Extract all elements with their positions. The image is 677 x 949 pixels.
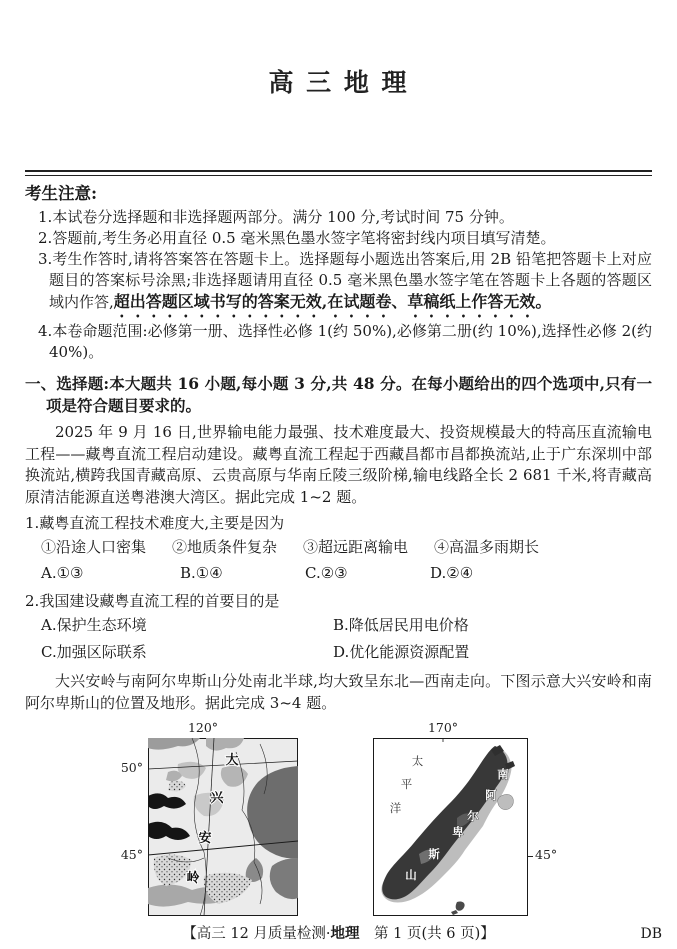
page-footer [25, 924, 662, 944]
ocean-char-ping: 平 [400, 777, 414, 791]
item-number: 3. [38, 250, 53, 268]
subitem-2: ②地质条件复杂 [172, 538, 278, 556]
option-d [430, 560, 555, 586]
footer-code: DB [640, 926, 662, 942]
option-label: B. [333, 616, 349, 634]
option-a [41, 560, 180, 586]
option-text: ②③ [320, 564, 348, 582]
question-number: 1. [25, 514, 40, 532]
section-heading: 一、选择题:本大题共 16 小题,每小题 3 分,共 48 分。在每小题给出的四个选项中,只有一项是符合题目要求的。 [25, 374, 652, 415]
right-map-lat45-label: 45° [535, 847, 558, 862]
notice-list [25, 207, 652, 363]
figure-area [25, 718, 652, 918]
range-char-xing: 兴 [210, 791, 224, 806]
notice-item-4 [25, 321, 652, 363]
option-b [333, 612, 652, 639]
item-number: 4. [38, 322, 53, 340]
southern-alps-topo-map [373, 738, 528, 916]
option-text: ①④ [195, 564, 223, 582]
ocean-char-yang: 洋 [389, 801, 403, 815]
question-2 [25, 590, 652, 665]
option-label: C. [305, 564, 321, 582]
option-text: 保护生态环境 [56, 616, 147, 634]
item-number: 2. [38, 229, 53, 247]
option-c [41, 639, 333, 666]
range-char-er: 尔 [467, 809, 479, 823]
question-1-stem [25, 512, 652, 534]
header-divider [25, 170, 652, 176]
subitem-3: ③超远距离输电 [303, 538, 409, 556]
notice-item-2 [25, 228, 652, 249]
item-number: 1. [38, 208, 53, 226]
ocean-char-tai: 太 [411, 754, 425, 768]
passage-2: 大兴安岭与南阿尔卑斯山分处南北半球,均大致呈东北—西南走向。下图示意大兴安岭和南阿尔卑斯山的位置及地形。据此完成 3~4 题。 [25, 672, 652, 712]
range-char-bei: 卑 [452, 825, 464, 839]
option-label: D. [333, 642, 350, 661]
option-label: A. [41, 616, 57, 634]
option-c [305, 560, 430, 586]
option-text: 优化能源资源配置 [349, 642, 470, 661]
notice-heading: 考生注意: [25, 184, 98, 203]
range-char-shan: 山 [405, 868, 417, 882]
page-title: 高 三 地 理 [268, 68, 409, 97]
option-text: ②④ [446, 564, 474, 582]
range-char-nan: 南 [497, 767, 509, 781]
map-daxinganling [148, 738, 298, 920]
daxinganling-topo-map [148, 738, 298, 916]
option-text: ①③ [56, 564, 84, 582]
item-text: 考生作答时,请将答案答在答题卡上。选择题每小题选出答案后,用 2B 铅笔把答题卡上对应题目的答案标号涂黑;非选择题请用直径 0.5 毫米黑色墨水签字笔在答题卡上各题的答题区域内作答, [49, 250, 652, 311]
item-emphasis-text: 超出答题区域书写的答案无效,在试题卷、草稿纸上作答无效。 [113, 292, 552, 311]
option-label: C. [41, 642, 57, 661]
question-2-options [25, 612, 652, 665]
question-1-options [25, 560, 652, 586]
notice-item-3 [25, 249, 652, 321]
item-text: 答题前,考生务必用直径 0.5 毫米黑色墨水签字笔将密封线内项目填写清楚。 [52, 229, 556, 247]
question-1 [25, 512, 652, 586]
question-1-subitems [25, 534, 652, 560]
option-d [333, 639, 652, 666]
range-char-ling: 岭 [186, 871, 200, 886]
notice-item-1 [25, 207, 652, 228]
subitem-1: ①沿途人口密集 [41, 538, 147, 556]
range-char-a: 阿 [485, 788, 497, 802]
footer-prefix: 【高三 12 月质量检测· [182, 926, 331, 942]
option-label: A. [41, 564, 57, 582]
left-map-lat45-label: 45° [120, 847, 143, 862]
footer-subject: 地理 [330, 925, 360, 942]
question-2-stem [25, 590, 652, 612]
map-southern-alps [373, 738, 528, 920]
option-text: 降低居民用电价格 [348, 616, 469, 634]
range-char-an: 安 [198, 831, 212, 846]
item-text: 本试卷分选择题和非选择题两部分。满分 100 分,考试时间 75 分钟。 [52, 208, 514, 226]
right-map-longitude-label: 170° [427, 720, 459, 735]
left-map-lat50-label: 50° [120, 760, 143, 775]
option-a [41, 612, 333, 639]
item-text: 本卷命题范围:必修第一册、选择性必修 1(约 50%),必修第二册(约 10%),选择性必修 2(约 40%)。 [49, 322, 652, 361]
option-label: D. [430, 564, 447, 582]
range-char-si: 斯 [428, 847, 440, 861]
range-char-da: 大 [225, 753, 239, 768]
question-text: 我国建设藏粤直流工程的首要目的是 [39, 592, 280, 610]
subitem-4: ④高温多雨期长 [434, 538, 540, 556]
question-number: 2. [25, 592, 40, 610]
passage-1: 2025 年 9 月 16 日,世界输电能力最强、技术难度最大、投资规模最大的特高压直流输电工程——藏粤直流工程启动建设。藏粤直流工程起于西藏昌都市昌都换流站,止于广东深圳中部换流站,横跨我国青藏高原、云贵高原与华南丘陵三级阶梯,输电线路全长 2 681 千米,将青藏高原清洁能源直送粤港澳大湾区。据此完成 1~2 题。 [25, 423, 652, 506]
option-b [180, 560, 305, 586]
option-text: 加强区际联系 [56, 642, 147, 661]
footer-suffix: 第 1 页(共 6 页)】 [359, 926, 495, 942]
left-map-longitude-label: 120° [187, 720, 219, 735]
option-label: B. [180, 564, 196, 582]
question-text: 藏粤直流工程技术难度大,主要是因为 [39, 514, 285, 532]
